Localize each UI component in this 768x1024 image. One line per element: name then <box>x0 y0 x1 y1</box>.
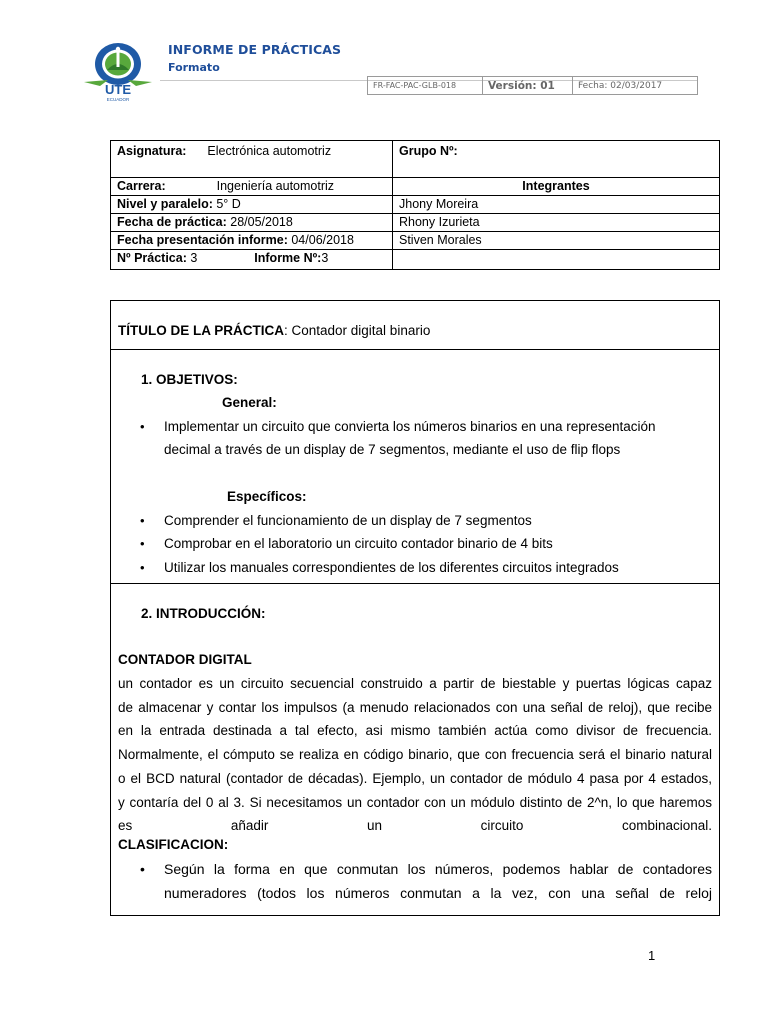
practice-body-box <box>110 300 720 916</box>
general-line-1: Implementar un circuito que convierta los números binarios en una representación <box>164 419 656 434</box>
paragraph-line: Normalmente, el cómputo se realiza en código binario, que con frecuencia será el binario natural <box>118 747 712 763</box>
member-1: Jhony Moreira <box>393 196 720 214</box>
specific-heading: Específicos: <box>227 489 307 504</box>
paragraph-line: o el BCD natural (contador de décadas). Ejemplo, un contador de módulo 4 pasa por 4 estados, <box>118 770 712 786</box>
report-date-label: Fecha presentación informe: <box>117 233 288 247</box>
logo-wordmark: UTE <box>105 82 131 97</box>
general-heading: General: <box>222 395 277 410</box>
bullet-icon: • <box>140 536 145 551</box>
practice-date-value: 28/05/2018 <box>230 215 293 229</box>
member-2: Rhony Izurieta <box>393 214 720 232</box>
practice-title-section <box>111 301 719 350</box>
level-value: 5° D <box>216 197 241 211</box>
page-number: 1 <box>648 948 656 963</box>
career-label: Carrera: <box>117 179 166 193</box>
specific-item: Comprobar en el laboratorio un circuito contador binario de 4 bits <box>164 536 553 551</box>
practice-number-value: 3 <box>190 251 198 265</box>
report-date-value: 04/06/2018 <box>291 233 354 247</box>
introduction-heading: 2. INTRODUCCIÓN: <box>141 606 266 621</box>
report-date-cell <box>111 232 393 250</box>
practice-date-label: Fecha de práctica: <box>117 215 227 229</box>
practice-number-label: Nº Práctica: <box>117 251 187 265</box>
bullet-icon: • <box>140 513 145 528</box>
logo-country: ECUADOR <box>106 97 130 102</box>
group-label: Grupo Nº: <box>399 144 458 158</box>
subject-value: Electrónica automotriz <box>207 144 332 158</box>
group-cell <box>393 141 720 178</box>
practice-title-value: : Contador digital binario <box>284 323 431 338</box>
clasificacion-heading: CLASIFICACION: <box>118 837 229 852</box>
clasificacion-line-1: Según la forma en que conmutan los números, podemos hablar de contadores <box>164 861 712 877</box>
contador-heading: CONTADOR DIGITAL <box>118 652 252 667</box>
document-control-box <box>367 76 698 95</box>
document-code: FR-FAC-PAC-GLB-018 <box>368 77 483 94</box>
report-number-label: Informe Nº: <box>254 251 322 265</box>
members-header: Integrantes <box>522 179 590 193</box>
contador-paragraph <box>118 672 712 838</box>
objectives-heading: 1. OBJETIVOS: <box>141 372 238 387</box>
level-cell <box>111 196 393 214</box>
objectives-section <box>111 350 719 584</box>
member-3: Stiven Morales <box>393 232 720 250</box>
bullet-icon: • <box>140 560 145 575</box>
practice-title-label: TÍTULO DE LA PRÁCTICA <box>118 323 284 338</box>
paragraph-line: es añadir un circuito combinacional. <box>118 818 712 834</box>
subject-label: Asignatura: <box>117 144 187 158</box>
clasificacion-line-2: numeradores (todos los números conmutan a la vez, con una señal de reloj <box>164 885 712 901</box>
bullet-icon: • <box>140 861 145 877</box>
paragraph-line: un contador es un circuito secuencial construido a partir de biestable y puertas lógicas capaz <box>118 676 712 691</box>
course-info-table <box>110 140 720 270</box>
paragraph-line: y contaría del 0 al 3. Si necesitamos un contador con un módulo distinto de 2^n, lo que haremos <box>118 794 712 810</box>
specific-item: Comprender el funcionamiento de un display de 7 segmentos <box>164 513 532 528</box>
document-version: Versión: 01 <box>483 77 573 94</box>
empty-member-cell <box>393 250 720 270</box>
subject-cell <box>111 141 393 178</box>
practice-date-cell <box>111 214 393 232</box>
ute-logo <box>80 40 156 102</box>
level-label: Nivel y paralelo: <box>117 197 213 211</box>
paragraph-line: en la entrada destinada a tal efecto, asi mismo también actúa como divisor de frecuencia. <box>118 723 712 739</box>
practice-title <box>118 323 430 338</box>
practice-number-cell <box>111 250 393 270</box>
paragraph-line: de almacenar y contar los impulsos (a menudo relacionados con una señal de reloj), que recibe <box>118 699 712 715</box>
report-title: INFORME DE PRÁCTICAS <box>168 42 342 57</box>
career-cell <box>111 178 393 196</box>
report-number-value: 3 <box>321 251 329 265</box>
specific-item: Utilizar los manuales correspondientes de los diferentes circuitos integrados <box>164 560 619 575</box>
document-date: Fecha: 02/03/2017 <box>578 80 663 91</box>
career-value: Ingeniería automotriz <box>216 179 335 193</box>
report-subtitle: Formato <box>168 61 220 74</box>
members-header-cell <box>393 178 720 196</box>
bullet-icon: • <box>140 419 145 434</box>
general-line-2: decimal a través de un display de 7 segmentos, mediante el uso de flip flops <box>164 442 621 457</box>
introduction-section <box>111 584 719 915</box>
